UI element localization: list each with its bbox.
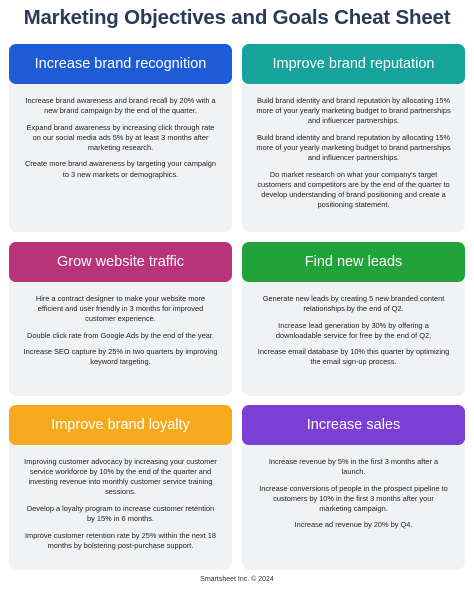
card-heading: Improve brand loyalty [9,405,232,445]
goal-item: Hire a contract designer to make your website more efficient and user friendly in 3 months for improved customer experience. [35,294,206,324]
goal-item: Create more brand awareness by targeting your campaign to 3 new markets or demographics. [24,159,217,179]
card-grow-website-traffic [9,242,232,396]
goal-item: Increase lead generation by 30% by offering a downloadable service for free by the end of Q2. [275,320,432,340]
card-heading: Find new leads [242,242,465,282]
goal-item: Increase conversions of people in the prospect pipeline to customers by 10% in the first 3 months after your marketing campaign. [259,483,448,513]
goal-item: Increase revenue by 5% in the first 3 months after a launch. [268,457,439,477]
card-body [256,294,451,374]
card-increase-sales [242,405,465,570]
footer-copyright: Smartsheet Inc. © 2024 [200,576,274,583]
goal-item: Increase email database by 10% this quarter by optimizing the email sign-up process. [257,347,450,367]
goal-item: Build brand identity and brand reputation by allocating 15% more of your yearly marketing budget to brand partnerships and influencer partnerships. [256,96,451,126]
goal-item: Expand brand awareness by increasing click through rate on our social media ads 5% by at least 3 months after marketing research. [26,122,215,152]
card-find-new-leads [242,242,465,396]
goal-item: Increase SEO capture by 25% in two quarters by improving keyword targeting. [23,347,218,367]
card-heading: Increase sales [242,405,465,445]
card-heading: Grow website traffic [9,242,232,282]
goal-item: Increase ad revenue by 20% by Q4. [294,520,413,530]
card-heading: Increase brand recognition [9,44,232,84]
card-heading: Improve brand reputation [242,44,465,84]
card-increase-brand-recognition [9,44,232,232]
goal-item: Generate new leads by creating 5 new branded content relationships by the end of Q2. [262,294,445,314]
goal-item: Improving customer advocacy by increasing your customer service workforce by 10% by the end of the quarter and investing revenue into monthly customer service training sessions. [24,457,217,497]
card-body [256,96,451,216]
goal-item: Do market research on what your company's target customers and competitors are by the end of the quarter to develop understanding of brand positioning and create a positioning statement. [257,169,450,209]
goal-item: Increase brand awareness and brand recall by 20% with a new brand campaign by the end of the quarter. [25,96,216,116]
goal-item: Improve customer retention rate by 25% within the next 18 months by bolstering post-purchase support. [24,530,217,550]
goal-item: Build brand identity and brand reputation by allocating 15% more of your yearly marketing budget to brand partnerships and influencer partnerships. [256,132,451,162]
card-improve-brand-reputation [242,44,465,232]
goal-item: Double click rate from Google Ads by the end of the year. [27,330,214,340]
card-improve-brand-loyalty [9,405,232,570]
page-title: Marketing Objectives and Goals Cheat Sheet [23,6,451,29]
card-body [23,457,218,557]
goal-item: Develop a loyalty program to increase customer retention by 15% in 6 months. [26,503,215,523]
card-body [23,96,218,186]
card-body [256,457,451,537]
card-body [23,294,218,374]
